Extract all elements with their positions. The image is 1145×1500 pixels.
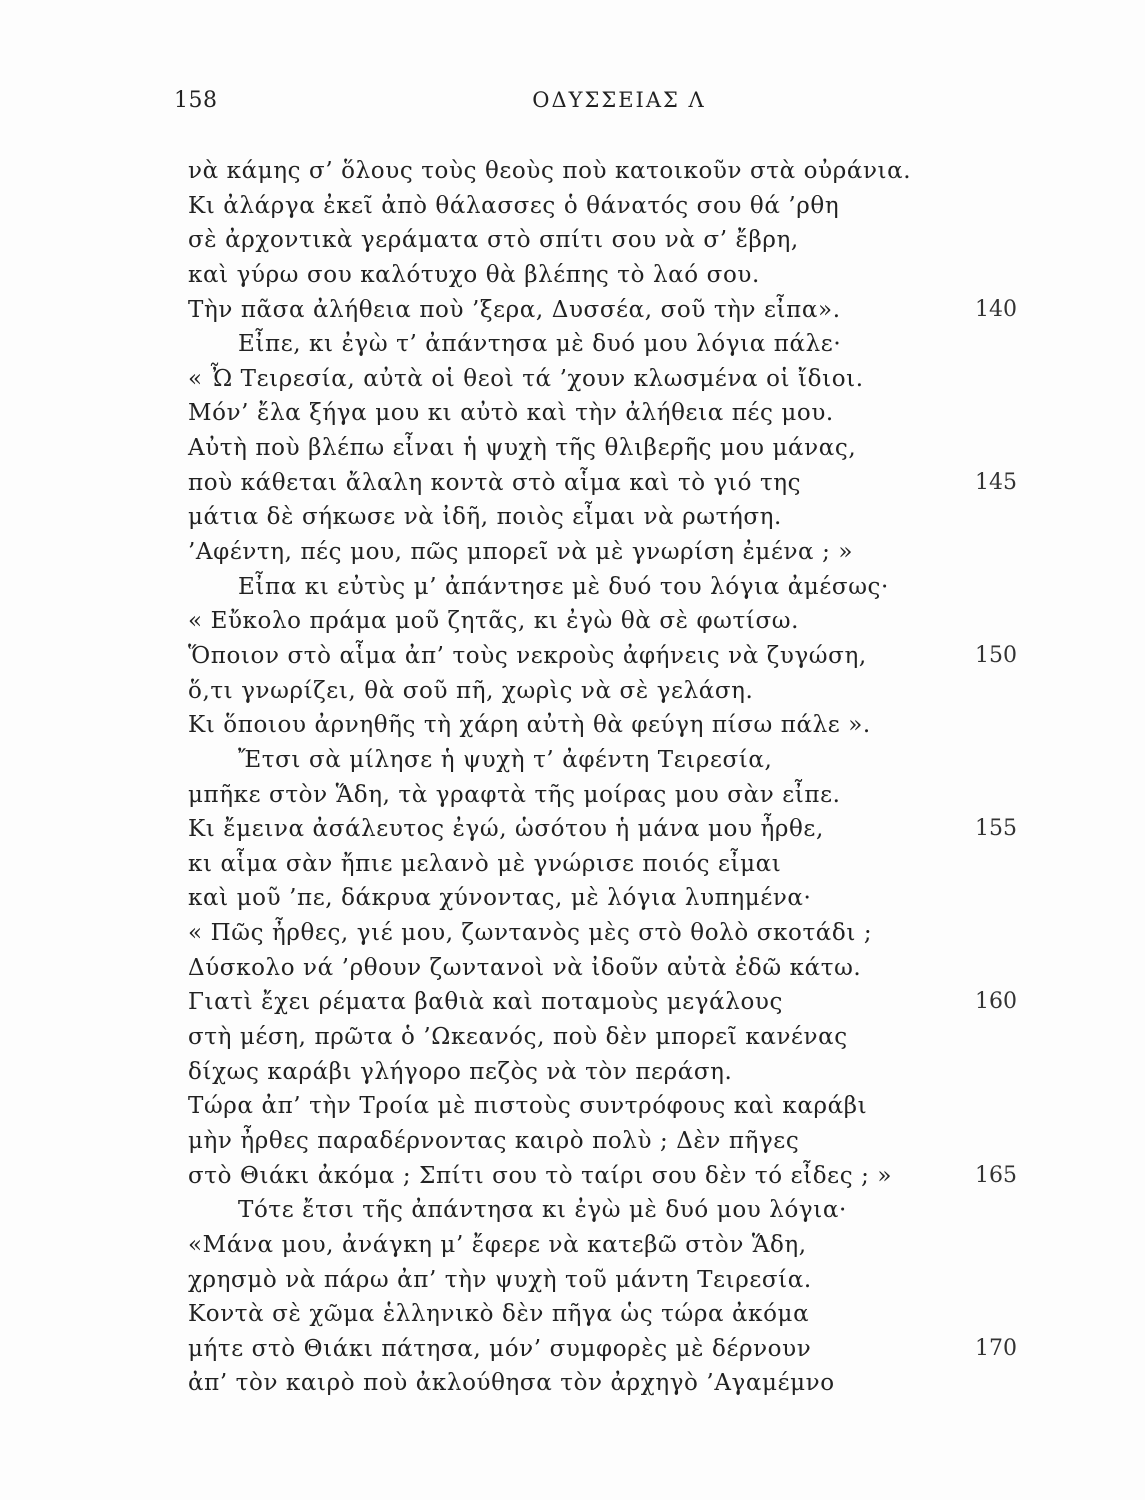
- verse-line: [0, 743, 1145, 778]
- line-number: 155: [975, 816, 1017, 842]
- verse-line: [0, 362, 1145, 397]
- verse-text: « Εὔκολο πράμα μοῦ ζητᾶς, κι ἐγὼ θὰ σὲ φωτίσω.: [188, 608, 800, 635]
- verse-text: Μόν’ ἔλα ξήγα μου κι αὐτὸ καὶ τὴν ἀλήθεια πές μου.: [188, 400, 834, 427]
- verse-line: [0, 258, 1145, 293]
- verse-line: [0, 154, 1145, 189]
- verse-text: Κοντὰ σὲ χῶμα ἑλληνικὸ δὲν πῆγα ὡς τώρα ἀκόμα: [188, 1301, 810, 1328]
- verse-text: Τότε ἔτσι τῆς ἀπάντησα κι ἐγὼ μὲ δυό μου λόγια·: [238, 1197, 847, 1224]
- verse-text: καὶ μοῦ ’πε, δάκρυα χύνοντας, μὲ λόγια λυπημένα·: [188, 885, 812, 912]
- verse-text: καὶ γύρω σου καλότυχο θὰ βλέπης τὸ λαό σου.: [188, 261, 760, 288]
- page-number: 158: [174, 88, 218, 113]
- verse-block: [0, 154, 1145, 1401]
- verse-text: Ἔτσι σὰ μίλησε ἡ ψυχὴ τ’ ἀφέντη Τειρεσία,: [238, 746, 773, 773]
- verse-text: Κι ἀλάργα ἐκεῖ ἀπὸ θάλασσες ὁ θάνατός σου θά ’ρθη: [188, 192, 840, 219]
- verse-text: ποὺ κάθεται ἄλαλη κοντὰ στὸ αἷμα καὶ τὸ γιό της: [188, 469, 802, 496]
- verse-text: Εἶπε, κι ἐγὼ τ’ ἀπάντησα μὲ δυό μου λόγια πάλε·: [238, 331, 842, 358]
- line-number: 165: [975, 1162, 1017, 1188]
- verse-line: [0, 293, 1145, 328]
- verse-text: νὰ κάμης σ’ ὅλους τοὺς θεοὺς ποὺ κατοικοῦν στὰ οὐράνια.: [188, 158, 912, 184]
- verse-text: Αὐτὴ ποὺ βλέπω εἶναι ἡ ψυχὴ τῆς θλιβερῆς μου μάνας,: [188, 435, 857, 462]
- verse-text: μήτε στὸ Θιάκι πάτησα, μόν’ συμφορὲς μὲ δέρνουν: [188, 1335, 812, 1362]
- verse-line: [0, 189, 1145, 224]
- verse-line: [0, 847, 1145, 882]
- verse-line: [0, 466, 1145, 501]
- verse-line: [0, 1159, 1145, 1194]
- verse-text: μάτια δὲ σήκωσε νὰ ἰδῆ, ποιὸς εἶμαι νὰ ρωτήση.: [188, 504, 782, 531]
- verse-line: [0, 396, 1145, 431]
- verse-line: [0, 1263, 1145, 1298]
- verse-text: ἀπ’ τὸν καιρὸ ποὺ ἀκλούθησα τὸν ἀρχηγὸ ’Αγαμέμνο: [188, 1370, 835, 1397]
- verse-text: μπῆκε στὸν Ἅδη, τὰ γραφτὰ τῆς μοίρας μου σὰν εἶπε.: [188, 781, 841, 808]
- verse-text: Δύσκολο νά ’ρθουν ζωντανοὶ νὰ ἰδοῦν αὐτὰ ἐδῶ κάτω.: [188, 954, 862, 981]
- running-head: [174, 88, 1024, 128]
- verse-line: [0, 1055, 1145, 1090]
- verse-text: ὅ,τι γνωρίζει, θὰ σοῦ πῆ, χωρὶς νὰ σὲ γελάση.: [188, 677, 754, 704]
- verse-line: [0, 431, 1145, 466]
- verse-line: [0, 327, 1145, 362]
- verse-line: [0, 778, 1145, 813]
- verse-text: Ὅποιον στὸ αἷμα ἀπ’ τοὺς νεκροὺς ἀφήνεις νὰ ζυγώση,: [188, 642, 867, 669]
- verse-line: [0, 1228, 1145, 1263]
- verse-line: [0, 1332, 1145, 1367]
- verse-line: [0, 604, 1145, 639]
- verse-text: ’Αφέντη, πές μου, πῶς μπορεῖ νὰ μὲ γνωρίση ἐμένα ; »: [188, 539, 854, 566]
- verse-line: [0, 1193, 1145, 1228]
- verse-text: χρησμὸ νὰ πάρω ἀπ’ τὴν ψυχὴ τοῦ μάντη Τειρεσία.: [188, 1266, 812, 1293]
- verse-text: Τὴν πᾶσα ἀλήθεια ποὺ ’ξερα, Δυσσέα, σοῦ τὴν εἶπα».: [188, 296, 841, 323]
- verse-text: δίχως καράβι γλήγορο πεζὸς νὰ τὸν περάση.: [188, 1058, 733, 1085]
- verse-line: [0, 535, 1145, 570]
- verse-text: μὴν ἦρθες παραδέρνοντας καιρὸ πολὺ ; Δὲν πῆγες: [188, 1127, 800, 1154]
- line-number: 170: [975, 1335, 1017, 1361]
- verse-line: [0, 881, 1145, 916]
- verse-text: στὸ Θιάκι ἀκόμα ; Σπίτι σου τὸ ταίρι σου δὲν τό εἶδες ; »: [188, 1162, 893, 1189]
- line-number: 150: [975, 642, 1017, 668]
- verse-line: [0, 708, 1145, 743]
- line-number: 140: [975, 296, 1017, 322]
- verse-text: Τώρα ἀπ’ τὴν Τροία μὲ πιστοὺς συντρόφους καὶ καράβι: [188, 1093, 868, 1120]
- verse-line: [0, 812, 1145, 847]
- verse-line: [0, 500, 1145, 535]
- verse-text: κι αἷμα σὰν ἤπιε μελανὸ μὲ γνώρισε ποιός εἶμαι: [188, 850, 782, 877]
- verse-line: [0, 570, 1145, 605]
- verse-line: [0, 1366, 1145, 1401]
- verse-text: Κι ὅποιου ἀρνηθῆς τὴ χάρη αὐτὴ θὰ φεύγη πίσω πάλε ».: [188, 712, 871, 739]
- verse-text: Κι ἔμεινα ἀσάλευτος ἐγώ, ὡσότου ἡ μάνα μου ἦρθε,: [188, 816, 824, 843]
- line-number: 160: [975, 989, 1017, 1015]
- verse-text: « Πῶς ἦρθες, γιέ μου, ζωντανὸς μὲς στὸ θολὸ σκοτάδι ;: [188, 920, 873, 947]
- verse-line: [0, 985, 1145, 1020]
- running-title: ΟΔΥΣΣΕΙΑΣ Λ: [532, 88, 706, 112]
- verse-line: [0, 916, 1145, 951]
- verse-line: [0, 1020, 1145, 1055]
- verse-line: [0, 1297, 1145, 1332]
- verse-text: στὴ μέση, πρῶτα ὁ ’Ωκεανός, ποὺ δὲν μπορεῖ κανένας: [188, 1024, 848, 1051]
- verse-line: [0, 639, 1145, 674]
- verse-line: [0, 1124, 1145, 1159]
- verse-line: [0, 674, 1145, 709]
- verse-line: [0, 951, 1145, 986]
- verse-line: [0, 1089, 1145, 1124]
- verse-text: σὲ ἀρχοντικὰ γεράματα στὸ σπίτι σου νὰ σ’ ἔβρη,: [188, 227, 799, 254]
- verse-text: Γιατὶ ἔχει ρέματα βαθιὰ καὶ ποταμοὺς μεγάλους: [188, 989, 783, 1016]
- verse-line: [0, 223, 1145, 258]
- line-number: 145: [975, 469, 1017, 495]
- verse-text: Εἶπα κι εὐτὺς μ’ ἀπάντησε μὲ δυό του λόγια ἀμέσως·: [238, 573, 889, 600]
- verse-text: «Μάνα μου, ἀνάγκη μ’ ἔφερε νὰ κατεβῶ στὸν Ἅδη,: [188, 1231, 807, 1258]
- verse-text: « Ὦ Τειρεσία, αὐτὰ οἱ θεοὶ τά ’χουν κλωσμένα οἱ ἴδιοι.: [188, 365, 864, 392]
